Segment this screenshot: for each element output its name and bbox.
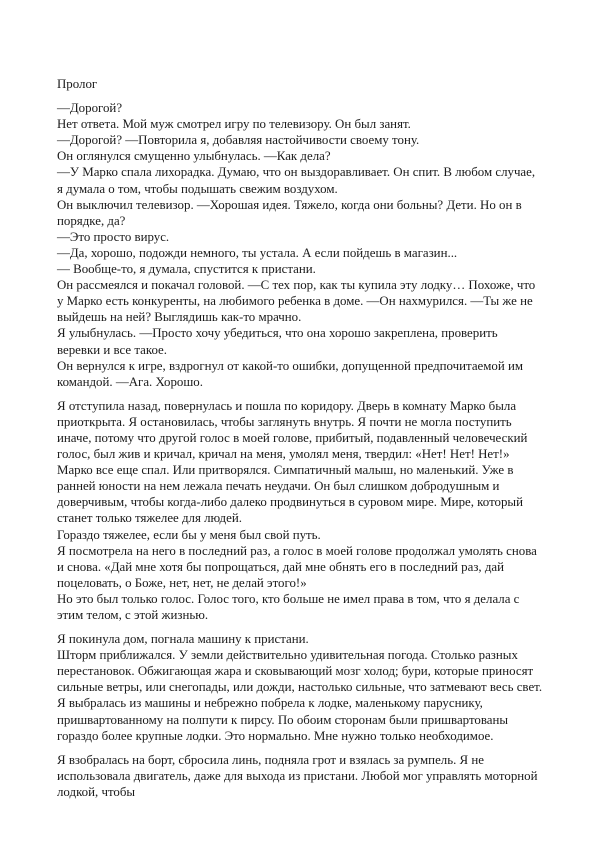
text-line: Я отступила назад, повернулась и пошла по коридору. Дверь в комнату Марко была приоткрыта. Я остановилась, чтобы заглянуть внутрь. Я почти не могла поступить иначе, потому что другой голос в моей голове, прибитый, подавленный человеческий голос, был жив и кричал, кричал на меня, умолял меня, твердил: «Нет! Нет! Нет!» [57, 398, 528, 462]
text-line: Нет ответа. Мой муж смотрел игру по телевизору. Он был занят. [57, 117, 411, 132]
text-line: Но это был только голос. Голос того, кто больше не имел права в том, что я делала с этим телом, с этой жизнью. [57, 591, 520, 622]
document-page [57, 76, 543, 808]
text-line: —У Марко спала лихорадка. Думаю, что он выздоравливает. Он спит. В любом случае, я думала о том, чтобы подышать свежим воздухом. [57, 165, 536, 196]
text-line: Он оглянулся смущенно улыбнулась. —Как дела? [57, 149, 331, 164]
text-line: Он выключил телевизор. —Хорошая идея. Тяжело, когда они больны? Дети. Но он в порядке, да? [57, 197, 522, 228]
paragraph-block-4 [57, 752, 543, 800]
paragraph-block-3 [57, 631, 543, 744]
text-line: —Дорогой? [57, 101, 123, 116]
text-line: Гораздо тяжелее, если бы у меня был свой путь. [57, 527, 321, 542]
chapter-title: Пролог [57, 77, 98, 91]
paragraph-block-1 [57, 100, 543, 390]
text-line: Он вернулся к игре, вздрогнул от какой-то ошибки, допущенной предпочитаемой им командой. —Ага. Хорошо. [57, 358, 524, 389]
text-line: Шторм приближался. У земли действительно удивительная погода. Столько разных перестановок. Обжигающая жара и сковывающий мозг холод; бури, которые приносят сильные ветры, или снегопады, или дожди, настолько сильные, что затмевают весь свет. [57, 648, 543, 695]
text-line: Он рассмеялся и покачал головой. —С тех пор, как ты купила эту лодку… Похоже, что у Марко есть конкуренты, на любимого ребенка в доме. —Он нахмурился. —Ты же не выйдешь на ней? Выглядишь как-то мрачно. [57, 278, 536, 325]
text-line: —Да, хорошо, подожди немного, ты устала. А если пойдешь в магазин... [57, 245, 458, 260]
text-line: Я улыбнулась. —Просто хочу убедиться, что она хорошо закреплена, проверить веревки и все такое. [57, 326, 498, 357]
text-line: Я взобралась на борт, сбросила линь, подняла грот и взялась за румпель. Я не использовала двигатель, даже для выхода из пристани. Любой мог управлять моторной лодкой, чтобы [57, 752, 538, 799]
text-line: —Это просто вирус. [57, 229, 170, 244]
text-line: —Дорогой? —Повторила я, добавляя настойчивости своему тону. [57, 133, 420, 148]
text-line: — Вообще-то, я думала, спустится к пристани. [57, 262, 316, 277]
text-line: Я выбралась из машины и небрежно побрела к лодке, маленькому паруснику, пришвартованному на полпути к пирсу. По обоим сторонам были пришвартованы гораздо более крупные лодки. Это нормально. Мне нужно только необходимое. [57, 696, 509, 743]
text-line: Я покинула дом, погнала машину к пристани. [57, 632, 309, 647]
paragraph-block-2 [57, 398, 543, 623]
text-line: Я посмотрела на него в последний раз, а голос в моей голове продолжал умолять снова и снова. «Дай мне хотя бы попрощаться, дай мне обнять его в последний раз, дай поцеловать, о Боже, нет, нет, не делай этого!» [57, 543, 537, 590]
text-line: Марко все еще спал. Или притворялся. Симпатичный малыш, но маленький. Уже в ранней юности на нем лежала печать неудачи. Он был слишком добродушным и доверчивым, чтобы когда-либо далеко продвинуться в суровом мире. Мире, который станет только тяжелее для людей. [57, 463, 523, 526]
